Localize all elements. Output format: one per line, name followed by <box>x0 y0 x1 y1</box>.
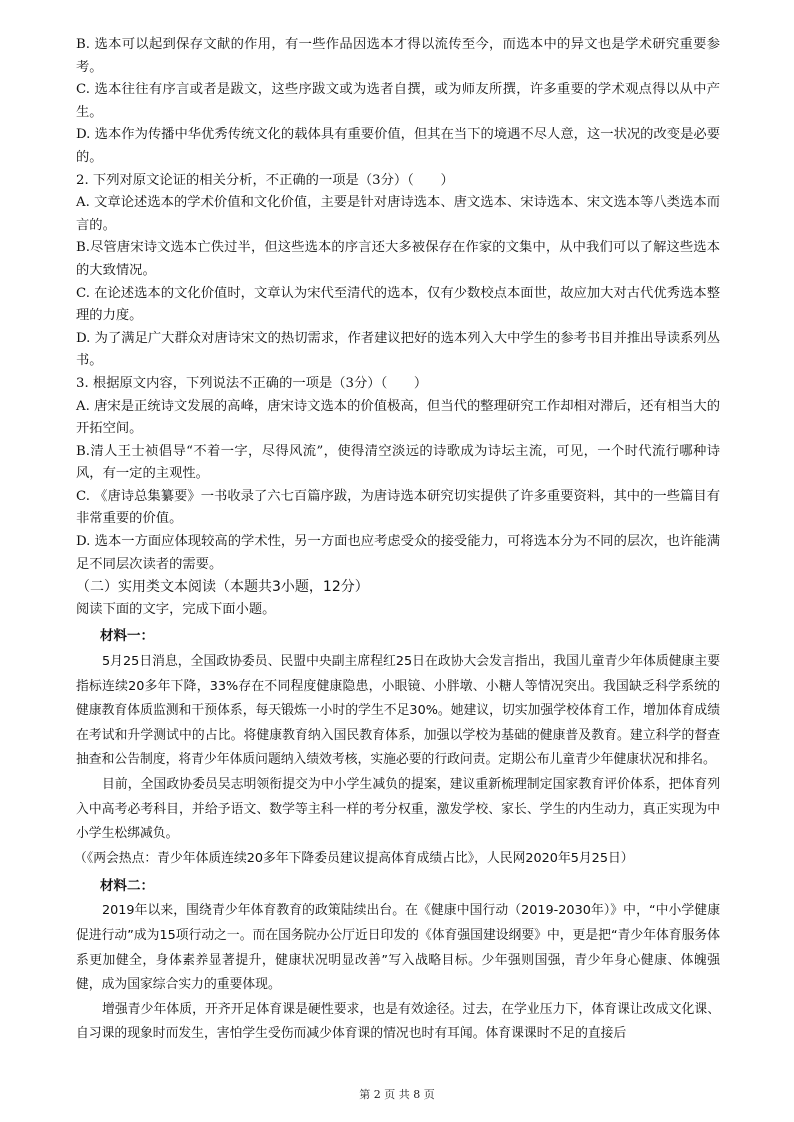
material2-paragraph: 2019年以来，围绕青少年体育教育的政策陆续出台。在《健康中国行动（2019-2030年）》中，“中小学健康促进行动”成为15项行动之一。而在国务院办公厅近日印发的《体育强国建设纲要》中，更是把“青少年体育服务体系更加健全，身体素养显著提升，健康状况明显改善”写入战略目标。少年强则国强，青少年身心健康、体魄强健，成为国家综合实力的重要体现。 <box>76 903 720 993</box>
material1-source: （《两会热点：青少年体质连续20多年下降委员建议提高体育成绩占比》，人民网2020年5月25日） <box>74 850 634 866</box>
material1-paragraph: 目前，全国政协委员吴志明领衔提交为中小学生减负的提案，建议重新梳理制定国家教育评价体系，把体育列入中高考必考科目，并给予语文、数学等主科一样的考分权重，激发学校、家长、学生的内生动力，真正实现为中小学生松绑减负。 <box>76 777 720 842</box>
section-heading: （二）实用类文本阅读（本题共3小题，12分） <box>76 579 369 596</box>
q3-option-c: C. 《唐诗总集纂要》一书收录了六七百篇序跋，为唐诗选本研究切实提供了许多重要资料，其中的一些篇目有非常重要的价值。 <box>76 488 720 527</box>
material1-title: 材料一： <box>100 628 154 645</box>
q2-option-b: B.尽管唐宋诗文选本亡佚过半，但这些选本的序言还大多被保存在作家的文集中，从中我们可以了解这些选本的大致情况。 <box>76 240 720 278</box>
q3-stem: 3. 根据原文内容，下列说法不正确的一项是（3分）（ ） <box>76 375 428 391</box>
q1-option-b: B. 选本可以起到保存文献的作用，有一些作品因选本才得以流传至今，而选本中的异文也是学术研究重要参考。 <box>76 37 720 75</box>
q2-option-a: A. 文章论述选本的学术价值和文化价值，主要是针对唐诗选本、唐文选本、宋诗选本、宋文选本等八类选本而言的。 <box>76 195 720 233</box>
q3-option-b: B.清人王士祯倡导“不着一字，尽得风流”，使得清空淡远的诗歌成为诗坛主流，可见，一个时代流行哪种诗风，有一定的主观性。 <box>76 443 720 482</box>
q1-option-d: D. 选本作为传播中华优秀传统文化的载体具有重要价值，但其在当下的境遇不尽人意，这一状况的改变是必要的。 <box>76 127 720 165</box>
q3-option-a: A. 唐宋是正统诗文发展的高峰，唐宋诗文选本的价值极高，但当代的整理研究工作却相对滞后，还有相当大的开拓空间。 <box>76 398 720 437</box>
material1-paragraph: 5月25日消息，全国政协委员、民盟中央副主席程红25日在政协大会发言指出，我国儿童青少年体质健康主要指标连续20多年下降，33%存在不同程度健康隐患，小眼镜、小胖墩、小糖人等情况突出。我国缺乏科学系统的健康教育体质监测和干预体系，每天锻炼一小时的学生不足30%。她建议，切实加强学校体育工作，增加体育成绩在考试和升学测试中的占比。将健康教育纳入国民教育体系，加强以学校为基础的健康普及教育。建立科学的督查抽查和公告制度，将青少年体质问题纳入绩效考核，实施必要的行政问责。定期公布儿童青少年健康状况和排名。 <box>76 654 720 768</box>
q3-option-d: D. 选本一方面应体现较高的学术性，另一方面也应考虑受众的接受能力，可将选本分为不同的层次，也许能满足不同层次读者的需要。 <box>76 534 720 572</box>
q1-option-c: C. 选本往往有序言或者是跋文，这些序跋文或为选者自撰，或为师友所撰，许多重要的学术观点得以从中产生。 <box>76 82 720 120</box>
page-footer: 第 2 页 共 8 页 <box>359 1088 435 1101</box>
page-content <box>76 34 720 1047</box>
q2-option-d: D. 为了满足广大群众对唐诗宋文的热切需求，作者建议把好的选本列入大中学生的参考书目并推出导读系列丛书。 <box>76 330 720 369</box>
material2-paragraph: 增强青少年体质，开齐开足体育课是硬性要求，也是有效途径。过去，在学业压力下，体育课让改成文化课、自习课的现象时而发生，害怕学生受伤而减少体育课的情况也时有耳闻。体育课课时不足的直接后 <box>76 1001 720 1042</box>
q2-option-c: C. 在论述选本的文化价值时，文章认为宋代至清代的选本，仅有少数校点本面世，故应加大对古代优秀选本整理的力度。 <box>76 285 720 324</box>
q2-stem: 2. 下列对原文论证的相关分析，不正确的一项是（3分）（ ） <box>76 172 454 188</box>
material2-title: 材料二： <box>100 877 154 894</box>
section-instruction: 阅读下面的文字，完成下面小题。 <box>76 601 276 617</box>
